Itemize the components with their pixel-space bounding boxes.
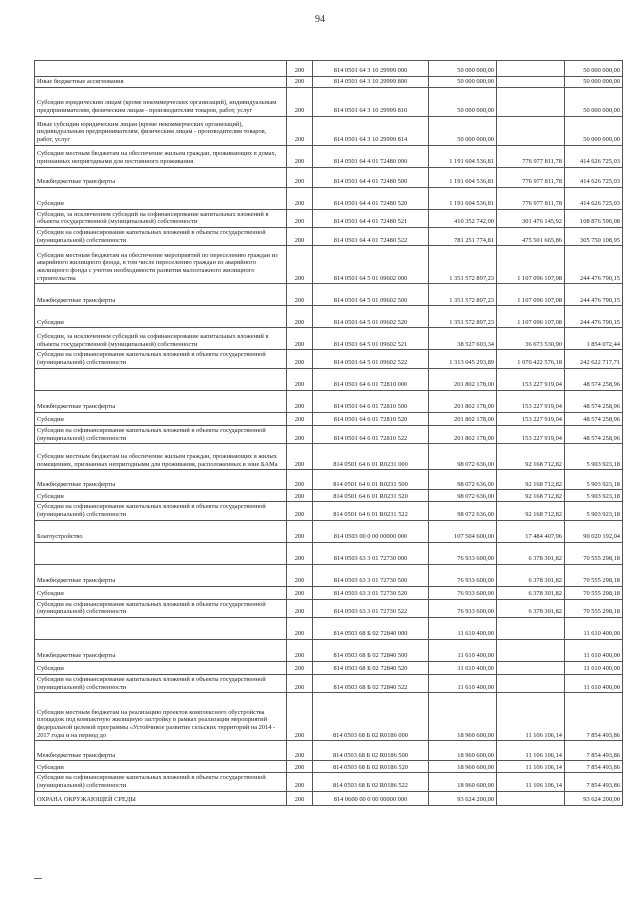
row-approved-amount-cell: 93 624 200,00 [429, 791, 497, 805]
row-executed-amount-cell: 153 227 919,04 [497, 412, 565, 425]
row-budget-code-cell: 814 0501 64 3 10 29999 810 [313, 87, 429, 116]
row-code-cell: 200 [287, 791, 313, 805]
row-code-cell: 200 [287, 61, 313, 77]
row-executed-amount-cell: 6 378 301,82 [497, 599, 565, 617]
row-approved-amount-cell: 201 802 178,00 [429, 368, 497, 390]
row-code-cell: 200 [287, 599, 313, 617]
row-executed-amount-cell: 92 168 712,82 [497, 470, 565, 490]
row-name-cell [35, 61, 287, 77]
row-unexecuted-amount-cell: 11 610 400,00 [565, 674, 623, 692]
table-row [35, 209, 623, 227]
row-unexecuted-amount-cell: 5 903 923,18 [565, 502, 623, 520]
row-executed-amount-cell: 6 378 301,82 [497, 564, 565, 586]
row-name-cell: Иные субсидии юридическим лицам (кроме некоммерческих организаций), индивидуальным предпринимателям, физическим лицам - производителям товаров, работ, услуг [35, 116, 287, 145]
row-budget-code-cell: 814 0501 64 6 01 72810 522 [313, 425, 429, 443]
table-row [35, 328, 623, 350]
row-name-cell: Межбюджетные трансферты [35, 390, 287, 412]
row-name-cell: Субсидии [35, 306, 287, 328]
row-executed-amount-cell [497, 791, 565, 805]
row-budget-code-cell: 814 0501 64 6 01 72810 500 [313, 390, 429, 412]
row-code-cell: 200 [287, 145, 313, 167]
row-budget-code-cell: 814 0501 64 6 01 72810 000 [313, 368, 429, 390]
row-executed-amount-cell: 153 227 919,04 [497, 368, 565, 390]
row-name-cell: Субсидии на софинансирование капитальных вложений в объекты государственной (муниципальной) собственности [35, 350, 287, 368]
row-executed-amount-cell: 301 476 145,92 [497, 209, 565, 227]
row-budget-code-cell: 814 0503 68 Б 02 72840 520 [313, 661, 429, 674]
row-approved-amount-cell: 1 351 572 897,23 [429, 246, 497, 284]
row-budget-code-cell: 814 0501 64 6 01 R0231 520 [313, 490, 429, 502]
row-budget-code-cell: 814 0501 64 5 01 09602 522 [313, 350, 429, 368]
row-approved-amount-cell: 98 072 636,00 [429, 470, 497, 490]
row-name-cell: Иные бюджетные ассигнования [35, 77, 287, 88]
row-name-cell: Субсидии на софинансирование капитальных вложений в объекты государственной (муниципальной) собственности [35, 228, 287, 246]
row-executed-amount-cell: 776 977 811,78 [497, 167, 565, 187]
row-budget-code-cell: 814 0501 64 6 01 R0231 500 [313, 470, 429, 490]
table-row [35, 87, 623, 116]
row-unexecuted-amount-cell: 5 903 923,18 [565, 490, 623, 502]
row-name-cell: Субсидии [35, 490, 287, 502]
row-executed-amount-cell: 36 673 530,90 [497, 328, 565, 350]
row-executed-amount-cell [497, 617, 565, 639]
row-budget-code-cell: 814 0503 68 Б 02 R0186 522 [313, 773, 429, 791]
row-name-cell: Субсидии, за исключением субсидий на софинансирование капитальных вложений в объекты государственной (муниципальной) собственности [35, 328, 287, 350]
table-row [35, 228, 623, 246]
row-budget-code-cell: 814 0501 64 3 10 29999 800 [313, 77, 429, 88]
page-number: 94 [315, 14, 325, 25]
row-approved-amount-cell: 410 352 742,00 [429, 209, 497, 227]
row-name-cell: Благоустройство [35, 520, 287, 542]
row-budget-code-cell: 814 0503 68 Б 02 72840 000 [313, 617, 429, 639]
row-code-cell: 200 [287, 502, 313, 520]
row-name-cell: Субсидии на софинансирование капитальных вложений в объекты государственной (муниципальной) собственности [35, 674, 287, 692]
table-row [35, 502, 623, 520]
row-name-cell: Межбюджетные трансферты [35, 284, 287, 306]
row-name-cell: Субсидии на софинансирование капитальных вложений в объекты государственной (муниципальной) собственности [35, 773, 287, 791]
row-approved-amount-cell: 98 072 636,00 [429, 444, 497, 470]
row-executed-amount-cell [497, 639, 565, 661]
table-row [35, 167, 623, 187]
table-row [35, 761, 623, 773]
row-unexecuted-amount-cell: 11 610 400,00 [565, 617, 623, 639]
row-executed-amount-cell: 1 107 096 107,08 [497, 246, 565, 284]
row-budget-code-cell: 814 0501 64 6 01 72810 520 [313, 412, 429, 425]
row-code-cell: 200 [287, 586, 313, 599]
row-unexecuted-amount-cell: 50 000 000,00 [565, 77, 623, 88]
row-approved-amount-cell: 201 802 178,00 [429, 425, 497, 443]
row-executed-amount-cell: 153 227 919,04 [497, 390, 565, 412]
row-budget-code-cell: 814 0501 64 5 01 09602 000 [313, 246, 429, 284]
row-executed-amount-cell: 17 484 407,96 [497, 520, 565, 542]
table-row [35, 599, 623, 617]
row-unexecuted-amount-cell: 93 624 200,00 [565, 791, 623, 805]
table-row [35, 306, 623, 328]
row-approved-amount-cell: 38 527 603,34 [429, 328, 497, 350]
table-row [35, 773, 623, 791]
row-budget-code-cell: 814 0503 68 Б 02 R0186 520 [313, 761, 429, 773]
table-row [35, 425, 623, 443]
row-code-cell: 200 [287, 661, 313, 674]
row-code-cell: 200 [287, 520, 313, 542]
row-unexecuted-amount-cell: 50 000 000,00 [565, 87, 623, 116]
row-name-cell: Субсидии на софинансирование капитальных вложений в объекты государственной (муниципальной) собственности [35, 599, 287, 617]
row-budget-code-cell: 814 0501 64 3 10 29999 814 [313, 116, 429, 145]
row-code-cell: 200 [287, 741, 313, 761]
table-row [35, 187, 623, 209]
row-code-cell: 200 [287, 209, 313, 227]
row-approved-amount-cell: 98 072 636,00 [429, 502, 497, 520]
row-budget-code-cell: 814 0501 64 6 01 R0231 000 [313, 444, 429, 470]
table-row [35, 520, 623, 542]
row-unexecuted-amount-cell: 305 750 108,95 [565, 228, 623, 246]
table-row [35, 741, 623, 761]
row-unexecuted-amount-cell: 50 000 000,00 [565, 61, 623, 77]
row-name-cell: Межбюджетные трансферты [35, 167, 287, 187]
row-budget-code-cell: 814 0503 00 0 00 00000 000 [313, 520, 429, 542]
row-executed-amount-cell: 92 168 712,82 [497, 502, 565, 520]
row-budget-code-cell: 814 0503 63 3 01 72730 520 [313, 586, 429, 599]
row-unexecuted-amount-cell: 244 476 790,15 [565, 306, 623, 328]
row-code-cell: 200 [287, 617, 313, 639]
row-approved-amount-cell: 1 351 572 897,23 [429, 306, 497, 328]
row-executed-amount-cell [497, 61, 565, 77]
row-unexecuted-amount-cell: 414 626 725,03 [565, 187, 623, 209]
row-approved-amount-cell: 1 191 604 536,81 [429, 187, 497, 209]
row-unexecuted-amount-cell: 242 622 717,71 [565, 350, 623, 368]
row-code-cell: 200 [287, 470, 313, 490]
table-row [35, 564, 623, 586]
table-row [35, 412, 623, 425]
row-code-cell: 200 [287, 639, 313, 661]
row-executed-amount-cell: 11 106 106,14 [497, 761, 565, 773]
row-budget-code-cell: 814 0503 63 3 01 72730 522 [313, 599, 429, 617]
table-row [35, 77, 623, 88]
table-row [35, 246, 623, 284]
row-unexecuted-amount-cell: 7 854 493,86 [565, 761, 623, 773]
table-row [35, 368, 623, 390]
row-budget-code-cell: 814 0501 64 4 01 72480 500 [313, 167, 429, 187]
row-name-cell: Субсидии [35, 586, 287, 599]
row-name-cell: Субсидии местным бюджетам на реализацию проектов комплексного обустройства площадок под компактную жилищную застройку в рамках реализации мероприятий федеральной целевой программы «Устойчивое развитие сельских территорий на 2014 - 2017 годы и на период до [35, 693, 287, 741]
row-name-cell [35, 368, 287, 390]
table-row [35, 586, 623, 599]
row-executed-amount-cell: 1 107 096 107,08 [497, 284, 565, 306]
table-row [35, 470, 623, 490]
row-name-cell: Субсидии юридическим лицам (кроме некоммерческих организаций), индивидуальным предпринимателям, физическим лицам - производителям товаров, работ, услуг [35, 87, 287, 116]
row-budget-code-cell: 814 0503 68 Б 02 72840 500 [313, 639, 429, 661]
row-budget-code-cell: 814 0501 64 5 01 09602 520 [313, 306, 429, 328]
row-name-cell: Субсидии [35, 761, 287, 773]
row-approved-amount-cell: 50 000 000,00 [429, 116, 497, 145]
row-code-cell: 200 [287, 328, 313, 350]
row-code-cell: 200 [287, 246, 313, 284]
row-budget-code-cell: 814 0501 64 5 01 09602 521 [313, 328, 429, 350]
row-unexecuted-amount-cell: 90 020 192,04 [565, 520, 623, 542]
row-approved-amount-cell: 11 610 400,00 [429, 674, 497, 692]
row-code-cell: 200 [287, 284, 313, 306]
table-row [35, 674, 623, 692]
row-unexecuted-amount-cell: 70 555 298,18 [565, 599, 623, 617]
row-unexecuted-amount-cell: 11 610 400,00 [565, 639, 623, 661]
table-row [35, 542, 623, 564]
budget-execution-table [34, 60, 623, 806]
table-row [35, 490, 623, 502]
row-approved-amount-cell: 11 610 400,00 [429, 639, 497, 661]
table-row [35, 145, 623, 167]
row-code-cell: 200 [287, 87, 313, 116]
row-code-cell: 200 [287, 444, 313, 470]
row-name-cell [35, 542, 287, 564]
row-approved-amount-cell: 98 072 636,00 [429, 490, 497, 502]
row-approved-amount-cell: 201 802 178,00 [429, 390, 497, 412]
row-code-cell: 200 [287, 187, 313, 209]
row-code-cell: 200 [287, 674, 313, 692]
row-unexecuted-amount-cell: 108 876 596,08 [565, 209, 623, 227]
row-name-cell: Субсидии местным бюджетам на обеспечение жильем граждан, проживающих в жилых помещениях, признанных непригодными для проживания, расположенных в зоне БАМа [35, 444, 287, 470]
row-approved-amount-cell: 11 610 400,00 [429, 661, 497, 674]
row-executed-amount-cell: 6 378 301,82 [497, 542, 565, 564]
row-name-cell: ОХРАНА ОКРУЖАЮЩЕЙ СРЕДЫ [35, 791, 287, 805]
row-approved-amount-cell: 781 251 774,81 [429, 228, 497, 246]
row-unexecuted-amount-cell: 414 626 725,03 [565, 145, 623, 167]
row-budget-code-cell: 814 0501 64 4 01 72480 521 [313, 209, 429, 227]
row-executed-amount-cell: 6 378 301,82 [497, 586, 565, 599]
row-unexecuted-amount-cell: 70 555 298,18 [565, 586, 623, 599]
row-approved-amount-cell: 18 960 600,00 [429, 761, 497, 773]
row-unexecuted-amount-cell: 48 574 258,96 [565, 412, 623, 425]
row-executed-amount-cell: 776 977 811,78 [497, 187, 565, 209]
row-approved-amount-cell: 50 000 000,00 [429, 61, 497, 77]
row-name-cell: Межбюджетные трансферты [35, 564, 287, 586]
row-approved-amount-cell: 1 191 604 536,81 [429, 145, 497, 167]
table-row [35, 639, 623, 661]
row-name-cell: Субсидии [35, 412, 287, 425]
row-code-cell: 200 [287, 228, 313, 246]
row-approved-amount-cell: 76 933 600,00 [429, 542, 497, 564]
row-executed-amount-cell: 11 106 106,14 [497, 773, 565, 791]
row-code-cell: 200 [287, 306, 313, 328]
row-executed-amount-cell [497, 116, 565, 145]
row-code-cell: 200 [287, 693, 313, 741]
row-unexecuted-amount-cell: 50 000 000,00 [565, 116, 623, 145]
row-approved-amount-cell: 50 000 000,00 [429, 87, 497, 116]
row-code-cell: 200 [287, 368, 313, 390]
row-approved-amount-cell: 18 960 600,00 [429, 741, 497, 761]
row-approved-amount-cell: 18 960 600,00 [429, 693, 497, 741]
row-approved-amount-cell: 1 313 045 293,89 [429, 350, 497, 368]
row-name-cell: Субсидии [35, 661, 287, 674]
row-executed-amount-cell: 776 977 811,78 [497, 145, 565, 167]
row-name-cell: Субсидии местным бюджетам на обеспечение жильем граждан, проживающих в домах, признанных непригодными для постоянного проживания [35, 145, 287, 167]
row-unexecuted-amount-cell: 70 555 298,18 [565, 564, 623, 586]
row-name-cell: Субсидии на софинансирование капитальных вложений в объекты государственной (муниципальной) собственности [35, 502, 287, 520]
row-budget-code-cell: 814 0501 64 4 01 72480 000 [313, 145, 429, 167]
row-unexecuted-amount-cell: 48 574 258,96 [565, 425, 623, 443]
row-budget-code-cell: 814 0503 63 3 01 72730 000 [313, 542, 429, 564]
row-code-cell: 200 [287, 564, 313, 586]
row-unexecuted-amount-cell: 244 476 790,15 [565, 246, 623, 284]
row-budget-code-cell: 814 0503 68 Б 02 R0186 500 [313, 741, 429, 761]
row-executed-amount-cell: 475 501 665,86 [497, 228, 565, 246]
row-executed-amount-cell [497, 77, 565, 88]
row-name-cell: Межбюджетные трансферты [35, 639, 287, 661]
table-row [35, 390, 623, 412]
row-name-cell: Субсидии [35, 187, 287, 209]
table-row [35, 350, 623, 368]
table-row [35, 617, 623, 639]
row-approved-amount-cell: 1 191 604 536,81 [429, 167, 497, 187]
row-approved-amount-cell: 1 351 572 897,23 [429, 284, 497, 306]
table-body [35, 61, 623, 806]
row-code-cell: 200 [287, 490, 313, 502]
row-code-cell: 200 [287, 425, 313, 443]
row-approved-amount-cell: 11 610 400,00 [429, 617, 497, 639]
row-name-cell: Субсидии местным бюджетам на обеспечение мероприятий по переселению граждан из аварийного жилищного фонда, в том числе переселению граждан из аварийного жилищного фонда с учетом необходимости развития малоэтажного жилищного строительства [35, 246, 287, 284]
row-budget-code-cell: 814 0503 63 3 01 72730 500 [313, 564, 429, 586]
row-unexecuted-amount-cell: 7 854 493,86 [565, 773, 623, 791]
row-executed-amount-cell [497, 87, 565, 116]
row-unexecuted-amount-cell: 7 854 493,86 [565, 741, 623, 761]
row-budget-code-cell: 814 0600 00 0 00 00000 000 [313, 791, 429, 805]
table-row [35, 284, 623, 306]
row-unexecuted-amount-cell: 244 476 790,15 [565, 284, 623, 306]
row-budget-code-cell: 814 0501 64 4 01 72480 522 [313, 228, 429, 246]
row-name-cell: Субсидии на софинансирование капитальных вложений в объекты государственной (муниципальной) собственности [35, 425, 287, 443]
row-code-cell: 200 [287, 77, 313, 88]
row-budget-code-cell: 814 0501 64 3 10 29999 000 [313, 61, 429, 77]
row-code-cell: 200 [287, 761, 313, 773]
row-approved-amount-cell: 76 933 600,00 [429, 599, 497, 617]
row-budget-code-cell: 814 0501 64 6 01 R0231 522 [313, 502, 429, 520]
row-name-cell: Субсидии, за исключением субсидий на софинансирование капитальных вложений в объекты государственной (муниципальной) собственности [35, 209, 287, 227]
row-budget-code-cell: 814 0503 68 Б 02 72840 522 [313, 674, 429, 692]
table-row [35, 444, 623, 470]
row-code-cell: 200 [287, 116, 313, 145]
row-budget-code-cell: 814 0501 64 4 01 72480 520 [313, 187, 429, 209]
bottom-mark [34, 878, 42, 879]
row-executed-amount-cell [497, 661, 565, 674]
row-approved-amount-cell: 50 000 000,00 [429, 77, 497, 88]
row-approved-amount-cell: 76 933 600,00 [429, 564, 497, 586]
row-name-cell: Межбюджетные трансферты [35, 470, 287, 490]
row-name-cell [35, 617, 287, 639]
table-row [35, 661, 623, 674]
table-row [35, 61, 623, 77]
row-executed-amount-cell: 153 227 919,04 [497, 425, 565, 443]
row-code-cell: 200 [287, 542, 313, 564]
row-unexecuted-amount-cell: 1 854 072,44 [565, 328, 623, 350]
row-unexecuted-amount-cell: 11 610 400,00 [565, 661, 623, 674]
row-code-cell: 200 [287, 167, 313, 187]
row-budget-code-cell: 814 0501 64 5 01 09602 500 [313, 284, 429, 306]
row-executed-amount-cell: 1 070 422 576,18 [497, 350, 565, 368]
row-approved-amount-cell: 201 802 178,00 [429, 412, 497, 425]
row-unexecuted-amount-cell: 48 574 258,96 [565, 368, 623, 390]
row-executed-amount-cell: 11 106 106,14 [497, 693, 565, 741]
row-unexecuted-amount-cell: 48 574 258,96 [565, 390, 623, 412]
row-name-cell: Межбюджетные трансферты [35, 741, 287, 761]
table-row [35, 791, 623, 805]
row-code-cell: 200 [287, 350, 313, 368]
row-code-cell: 200 [287, 390, 313, 412]
row-executed-amount-cell: 92 168 712,82 [497, 490, 565, 502]
row-unexecuted-amount-cell: 414 626 725,03 [565, 167, 623, 187]
row-executed-amount-cell [497, 674, 565, 692]
row-unexecuted-amount-cell: 5 903 923,18 [565, 470, 623, 490]
row-unexecuted-amount-cell: 7 854 493,86 [565, 693, 623, 741]
row-executed-amount-cell: 92 168 712,82 [497, 444, 565, 470]
row-unexecuted-amount-cell: 5 903 923,18 [565, 444, 623, 470]
table-row [35, 116, 623, 145]
row-approved-amount-cell: 18 960 600,00 [429, 773, 497, 791]
table-row [35, 693, 623, 741]
row-executed-amount-cell: 11 106 106,14 [497, 741, 565, 761]
row-unexecuted-amount-cell: 70 555 298,18 [565, 542, 623, 564]
row-code-cell: 200 [287, 773, 313, 791]
row-approved-amount-cell: 76 933 600,00 [429, 586, 497, 599]
row-budget-code-cell: 814 0503 68 Б 02 R0186 000 [313, 693, 429, 741]
row-approved-amount-cell: 107 504 600,00 [429, 520, 497, 542]
row-executed-amount-cell: 1 107 096 107,08 [497, 306, 565, 328]
row-code-cell: 200 [287, 412, 313, 425]
